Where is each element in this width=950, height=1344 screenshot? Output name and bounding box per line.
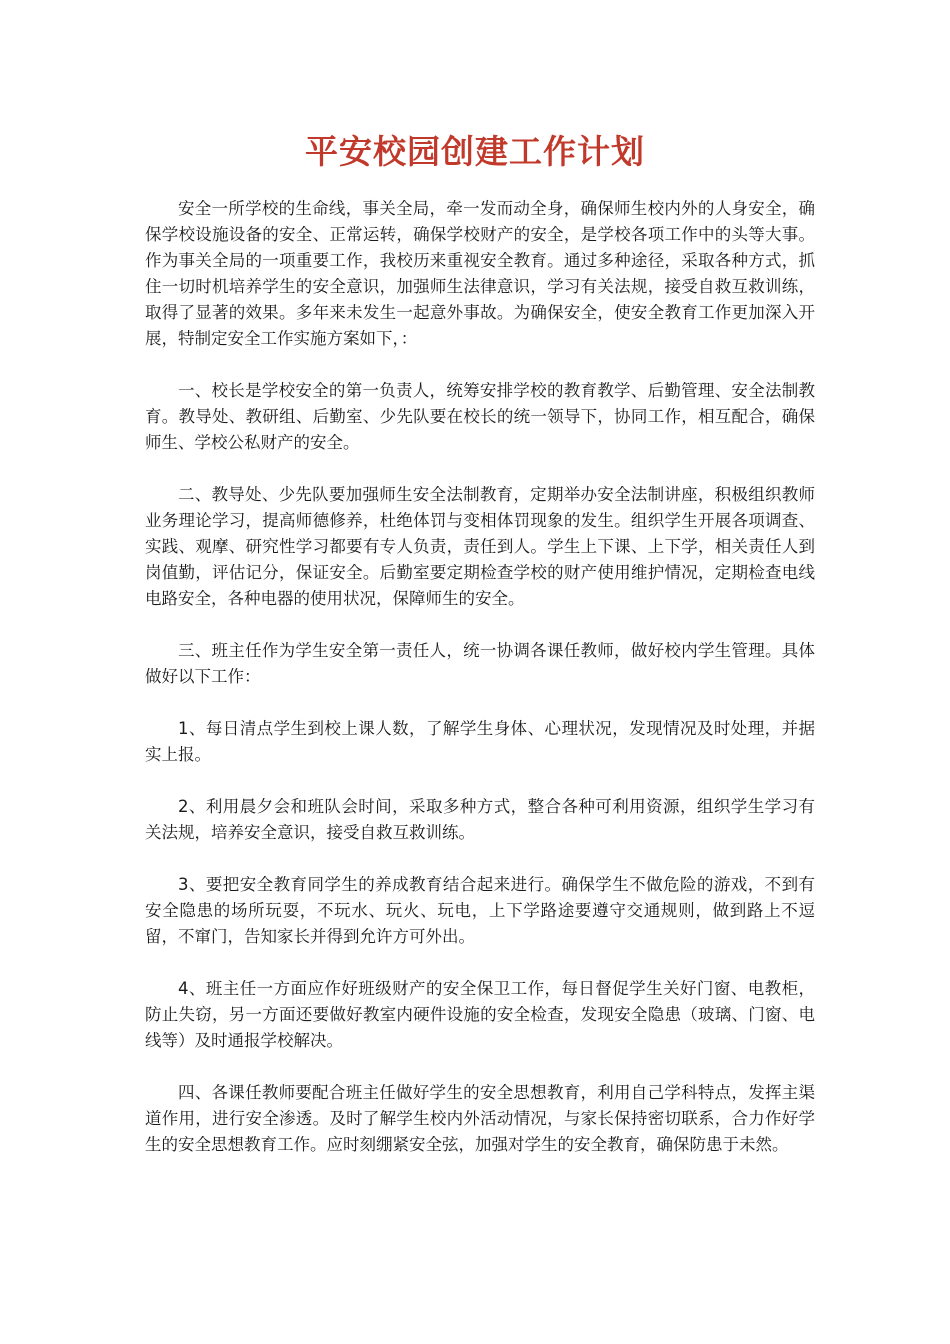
- paragraph-item-1: 1、每日清点学生到校上课人数，了解学生身体、心理状况，发现情况及时处理，并据实上报。: [145, 719, 815, 764]
- paragraph-section-2: 二、教导处、少先队要加强师生安全法制教育，定期举办安全法制讲座，积极组织教师业务理论学习，提高师德修养，杜绝体罚与变相体罚现象的发生。组织学生开展各项调查、实践、观摩、研究性学习都要有专人负责，责任到人。学生上下课、上下学，相关责任人到岗值勤，评估记分，保证安全。后勤室要定期检查学校的财产使用维护情况，定期检查电线电路安全，各种电器的使用状况，保障师生的安全。: [145, 485, 815, 608]
- document-body: [145, 196, 815, 1184]
- paragraph-section-4: 四、各课任教师要配合班主任做好学生的安全思想教育，利用自己学科特点，发挥主渠道作用，进行安全渗透。及时了解学生校内外活动情况，与家长保持密切联系，合力作好学生的安全思想教育工作。应时刻绷紧安全弦，加强对学生的安全教育，确保防患于未然。: [145, 1083, 815, 1154]
- paragraph-item-3: 3、要把安全教育同学生的养成教育结合起来进行。确保学生不做危险的游戏，不到有安全隐患的场所玩耍，不玩水、玩火、玩电，上下学路途要遵守交通规则，做到路上不逗留，不窜门，告知家长并得到允许方可外出。: [145, 875, 815, 946]
- paragraph-item-4: 4、班主任一方面应作好班级财产的安全保卫工作，每日督促学生关好门窗、电教柜，防止失窃，另一方面还要做好教室内硬件设施的安全检查，发现安全隐患（玻璃、门窗、电线等）及时通报学校解决。: [145, 979, 815, 1050]
- paragraph-section-3: 三、班主任作为学生安全第一责任人，统一协调各课任教师，做好校内学生管理。具体做好以下工作：: [145, 641, 815, 686]
- paragraph-item-2: 2、利用晨夕会和班队会时间，采取多种方式，整合各种可利用资源，组织学生学习有关法规，培养安全意识，接受自救互救训练。: [145, 797, 815, 842]
- paragraph-section-1: 一、校长是学校安全的第一负责人，统筹安排学校的教育教学、后勤管理、安全法制教育。教导处、教研组、后勤室、少先队要在校长的统一领导下，协同工作，相互配合，确保师生、学校公私财产的安全。: [145, 381, 815, 452]
- paragraph-intro: 安全一所学校的生命线，事关全局，牵一发而动全身，确保师生校内外的人身安全，确保学校设施设备的安全、正常运转，确保学校财产的安全，是学校各项工作中的头等大事。作为事关全局的一项重要工作，我校历来重视安全教育。通过多种途径，采取各种方式，抓住一切时机培养学生的安全意识，加强师生法律意识，学习有关法规，接受自救互救训练，取得了显著的效果。多年来未发生一起意外事故。为确保安全，使安全教育工作更加深入开展，特制定安全工作实施方案如下，：: [145, 199, 815, 348]
- document-title: 平安校园创建工作计划: [305, 132, 645, 171]
